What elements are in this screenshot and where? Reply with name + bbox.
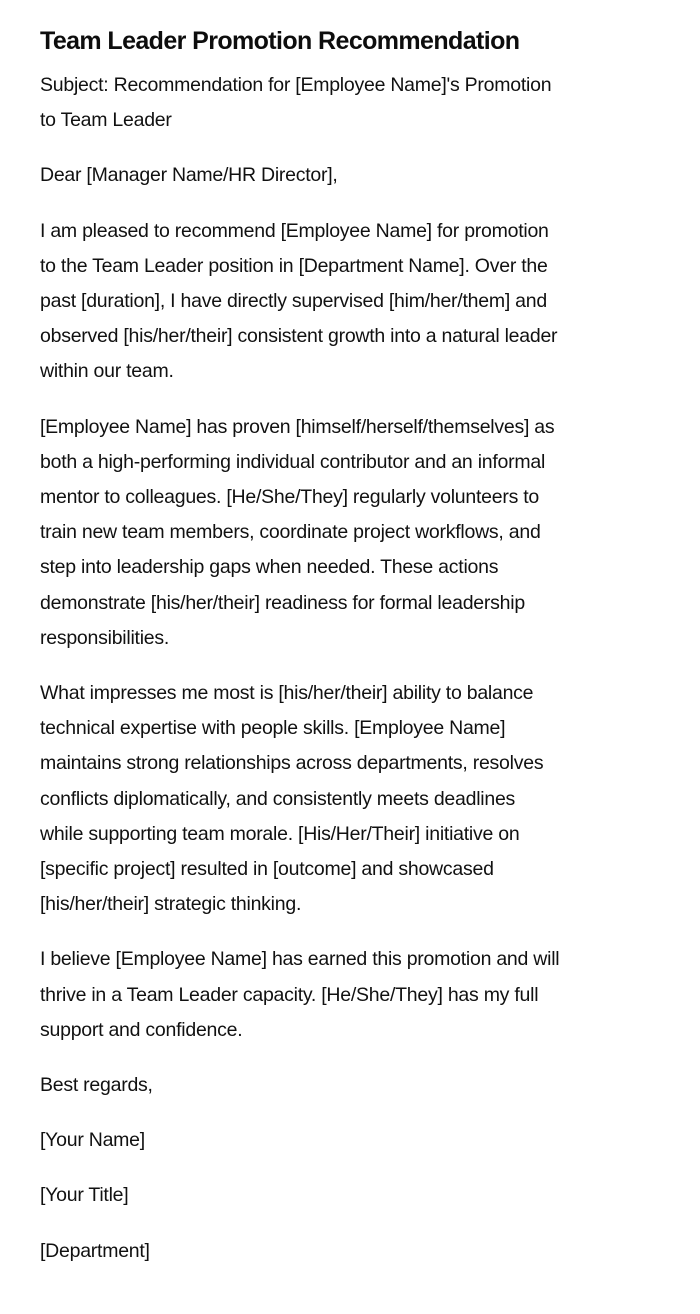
- text-line: [Your Name]: [40, 1129, 145, 1152]
- signature-department: [40, 1234, 660, 1269]
- text-line: responsibilities.: [40, 626, 170, 649]
- text-line: I am pleased to recommend [Employee Name] for promotion: [40, 219, 549, 242]
- body-paragraph-conclusion: [40, 942, 660, 1048]
- subject-line: [40, 68, 660, 138]
- text-line: thrive in a Team Leader capacity. [He/She/They] has my full: [40, 983, 539, 1006]
- text-line: both a high-performing individual contributor and an informal: [40, 450, 546, 473]
- text-line: [his/her/their] strategic thinking.: [40, 893, 302, 916]
- text-line: What impresses me most is [his/her/their] ability to balance: [40, 682, 534, 705]
- text-line: to the Team Leader position in [Department Name]. Over the: [40, 254, 548, 277]
- text-line: past [duration], I have directly supervised [him/her/them] and: [40, 290, 547, 313]
- text-line: maintains strong relationships across departments, resolves: [40, 752, 544, 775]
- text-line: while supporting team morale. [His/Her/Their] initiative on: [40, 822, 520, 845]
- text-line: [Your Title]: [40, 1184, 129, 1207]
- text-line: to Team Leader: [40, 109, 172, 132]
- text-line: [Employee Name] has proven [himself/herself/themselves] as: [40, 415, 555, 438]
- text-line: [Department]: [40, 1239, 150, 1262]
- text-line: train new team members, coordinate project workflows, and: [40, 521, 541, 544]
- text-line: support and confidence.: [40, 1018, 243, 1041]
- text-line: [specific project] resulted in [outcome] and showcased: [40, 858, 494, 881]
- body-paragraph-skills: [40, 676, 660, 922]
- body-paragraph-intro: [40, 214, 660, 390]
- text-line: Subject: Recommendation for [Employee Name]'s Promotion: [40, 74, 552, 96]
- signature-name: [40, 1123, 660, 1158]
- text-line: Best regards,: [40, 1074, 153, 1097]
- text-line: within our team.: [40, 360, 174, 383]
- text-line: technical expertise with people skills. [Employee Name]: [40, 717, 506, 740]
- text-line: I believe [Employee Name] has earned this promotion and will: [40, 948, 560, 971]
- closing: [40, 1068, 660, 1103]
- signature-title: [40, 1178, 660, 1213]
- document-title: Team Leader Promotion Recommendation: [40, 27, 520, 55]
- text-line: mentor to colleagues. [He/She/They] regularly volunteers to: [40, 486, 540, 509]
- body-paragraph-contributions: [40, 410, 660, 656]
- text-line: Dear [Manager Name/HR Director],: [40, 164, 338, 187]
- text-line: observed [his/her/their] consistent growth into a natural leader: [40, 325, 558, 348]
- text-line: demonstrate [his/her/their] readiness for formal leadership: [40, 591, 525, 614]
- salutation: [40, 158, 660, 193]
- text-line: conflicts diplomatically, and consistently meets deadlines: [40, 787, 516, 810]
- text-line: step into leadership gaps when needed. These actions: [40, 556, 499, 579]
